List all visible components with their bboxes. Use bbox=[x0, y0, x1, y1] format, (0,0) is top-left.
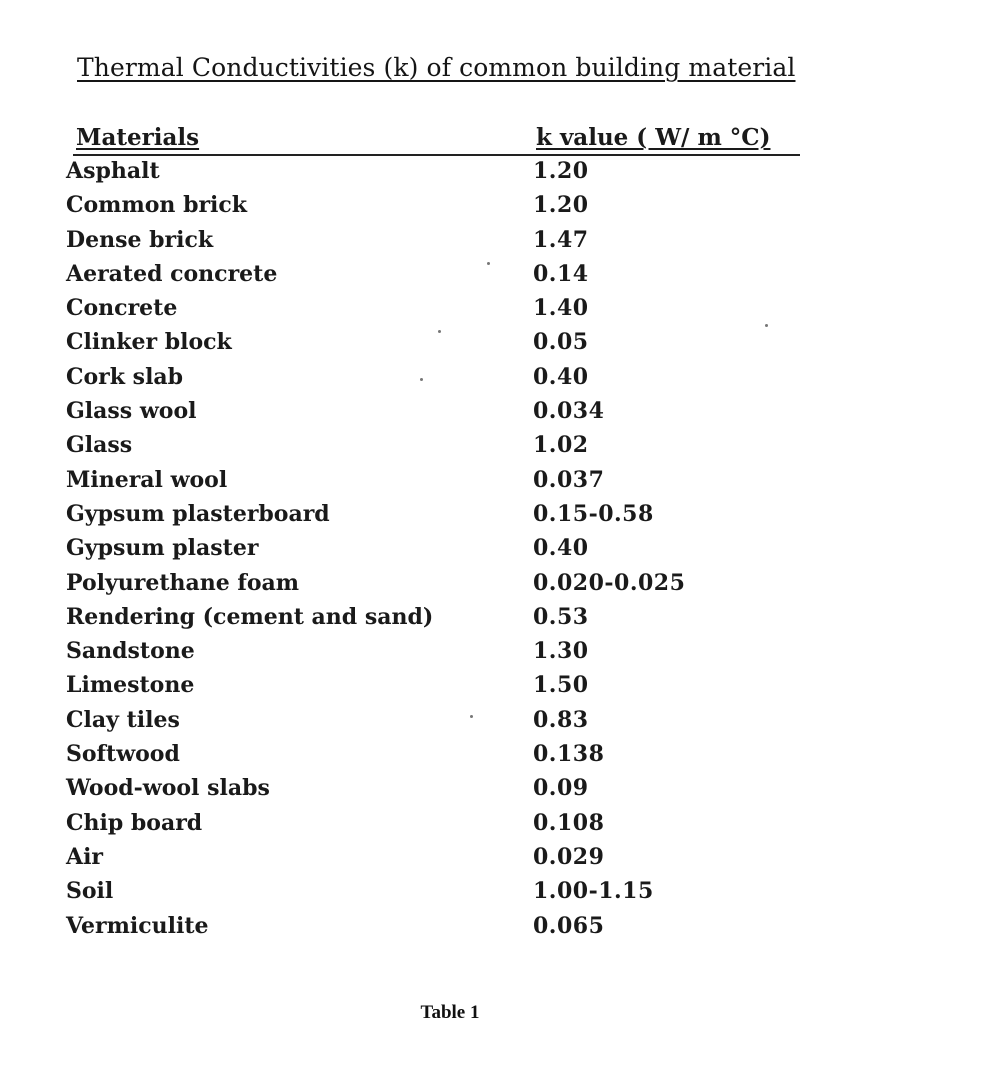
table-row bbox=[66, 464, 766, 498]
k-value: 0.09 bbox=[533, 775, 589, 802]
material-name: Vermiculite bbox=[66, 912, 209, 939]
material-name: Glass bbox=[66, 432, 133, 459]
table-row bbox=[66, 601, 766, 635]
material-name: Gypsum plasterboard bbox=[66, 500, 330, 527]
material-name: Sandstone bbox=[66, 638, 195, 665]
k-value: 0.15-0.58 bbox=[533, 500, 654, 527]
k-value: 0.53 bbox=[533, 603, 589, 630]
material-name: Asphalt bbox=[66, 158, 160, 184]
k-value: 0.029 bbox=[533, 843, 605, 870]
material-name: Gypsum plaster bbox=[66, 535, 259, 562]
material-name: Softwood bbox=[66, 741, 180, 768]
k-value: 1.20 bbox=[533, 192, 589, 219]
k-value: 0.40 bbox=[533, 363, 589, 390]
material-name: Soil bbox=[66, 878, 114, 905]
table-row bbox=[66, 875, 766, 909]
table-row bbox=[66, 429, 766, 463]
material-name: Concrete bbox=[66, 295, 178, 322]
table-body bbox=[66, 155, 766, 944]
table-row bbox=[66, 189, 766, 223]
table-row bbox=[66, 704, 766, 738]
material-name: Cork slab bbox=[66, 363, 184, 390]
k-value: 0.108 bbox=[533, 809, 605, 836]
table-row bbox=[66, 532, 766, 566]
table-row bbox=[66, 669, 766, 703]
material-name: Dense brick bbox=[66, 226, 214, 253]
table-row bbox=[66, 292, 766, 326]
table-row bbox=[66, 224, 766, 258]
table-row bbox=[66, 395, 766, 429]
k-value: 0.034 bbox=[533, 398, 605, 425]
k-value: 1.40 bbox=[533, 295, 589, 322]
material-name: Chip board bbox=[66, 809, 203, 836]
table-row bbox=[66, 807, 766, 841]
k-value: 1.02 bbox=[533, 432, 589, 459]
table-row bbox=[66, 738, 766, 772]
table-row bbox=[66, 155, 766, 189]
k-value: 1.20 bbox=[533, 158, 589, 184]
material-name: Limestone bbox=[66, 672, 195, 699]
table-row bbox=[66, 910, 766, 944]
k-value: 1.30 bbox=[533, 638, 589, 665]
table-row bbox=[66, 841, 766, 875]
k-value: 0.138 bbox=[533, 741, 605, 768]
k-value: 0.40 bbox=[533, 535, 589, 562]
scan-speck bbox=[438, 330, 441, 333]
k-value: 1.00-1.15 bbox=[533, 878, 654, 905]
material-name: Polyurethane foam bbox=[66, 569, 300, 596]
material-name: Rendering (cement and sand) bbox=[66, 603, 434, 630]
k-value: 0.065 bbox=[533, 912, 605, 939]
material-name: Clay tiles bbox=[66, 706, 180, 733]
k-value: 1.47 bbox=[533, 226, 589, 253]
table-caption: Table 1 bbox=[420, 1002, 480, 1023]
k-value: 0.83 bbox=[533, 706, 589, 733]
k-value: 0.020-0.025 bbox=[533, 569, 686, 596]
scan-speck bbox=[765, 324, 768, 327]
material-name: Air bbox=[66, 843, 104, 870]
page-title: Thermal Conductivities (k) of common building material bbox=[77, 53, 796, 82]
scan-speck bbox=[487, 262, 490, 265]
table-row bbox=[66, 498, 766, 532]
table-row bbox=[66, 567, 766, 601]
table-header-row bbox=[73, 120, 800, 156]
material-name: Aerated concrete bbox=[66, 260, 278, 287]
header-k-value: k value ( W/ m °C) bbox=[536, 124, 771, 151]
table-row bbox=[66, 326, 766, 360]
material-name: Glass wool bbox=[66, 398, 197, 425]
material-name: Mineral wool bbox=[66, 466, 228, 493]
table-row bbox=[66, 635, 766, 669]
material-name: Common brick bbox=[66, 192, 248, 219]
k-value: 0.14 bbox=[533, 260, 589, 287]
scan-speck bbox=[420, 378, 423, 381]
k-value: 0.05 bbox=[533, 329, 589, 356]
table-row bbox=[66, 361, 766, 395]
k-value: 0.037 bbox=[533, 466, 605, 493]
table-row bbox=[66, 258, 766, 292]
material-name: Wood-wool slabs bbox=[66, 775, 270, 802]
table-row bbox=[66, 772, 766, 806]
material-name: Clinker block bbox=[66, 329, 232, 356]
k-value: 1.50 bbox=[533, 672, 589, 699]
header-materials: Materials bbox=[76, 124, 200, 151]
scan-speck bbox=[470, 715, 473, 718]
